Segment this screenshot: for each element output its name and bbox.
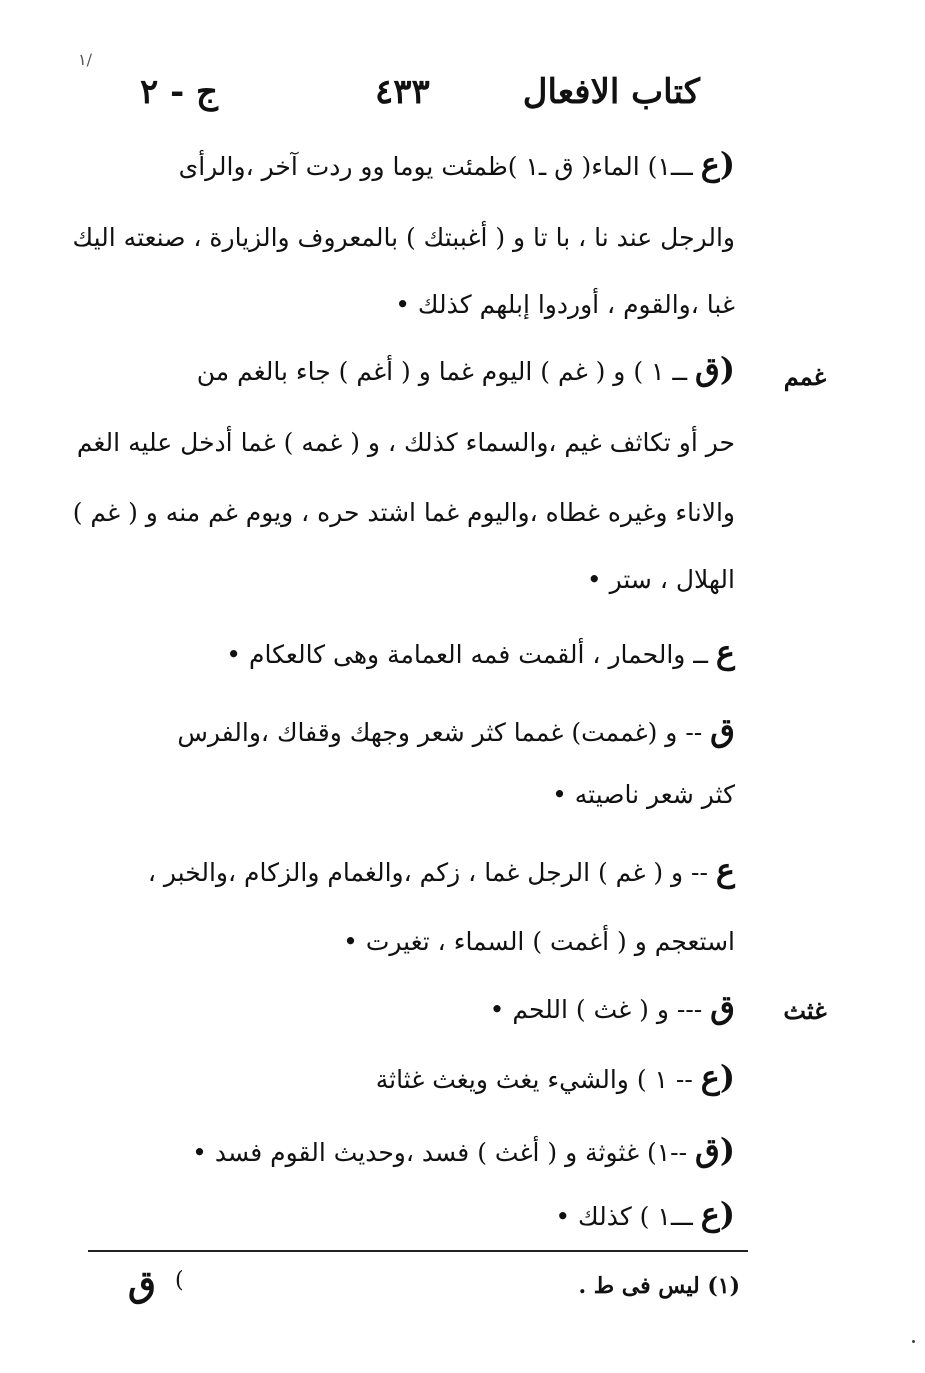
page-number: ٤٣٣ (375, 72, 430, 112)
corner-mark: ١/ (78, 50, 92, 69)
text-line (148, 853, 735, 890)
line-text: حر أو تكاثف غيم ،والسماء كذلك ، و ( غمه ) غما أدخل عليه الغم (76, 428, 735, 457)
line-text: ـــ١ ) كذلك • (555, 1202, 693, 1231)
footnote-paren: ( (175, 1268, 184, 1293)
line-text: الهلال ، ستر • (586, 565, 735, 594)
line-text: -- و (غممت) غمما كثر شعر وجهك وقفاك ،والفرس (177, 718, 703, 747)
margin-word-ghamm: غمم (783, 362, 827, 391)
volume-label: ج - ٢ (140, 72, 218, 112)
margin-word-ghathth: غثث (783, 996, 827, 1025)
line-text: استعجم و ( أغمت ) السماء ، تغيرت • (343, 927, 735, 956)
text-line (552, 775, 735, 812)
source-siglum: (ع (700, 145, 735, 183)
source-siglum: (ع (700, 1195, 735, 1233)
line-text: --- و ( غث ) اللحم • (489, 995, 703, 1024)
text-line (226, 635, 735, 672)
line-text: -- ١ ) والشيء يغث ويغث غثاثة (375, 1065, 693, 1094)
source-siglum: (ع (700, 1058, 735, 1096)
text-line (395, 285, 735, 322)
text-line (73, 493, 735, 530)
source-siglum: (ق (695, 350, 735, 388)
line-text: غبا ،والقوم ، أوردوا إبلهم كذلك • (395, 290, 735, 319)
source-siglum: ع (715, 633, 735, 671)
text-line (343, 922, 735, 959)
text-line (77, 423, 735, 460)
line-text: والاناء وغيره غطاه ،واليوم غما اشتد حره ، ويوم غم منه و ( غم ) (72, 498, 735, 527)
running-title: كتاب الافعال (522, 72, 700, 112)
text-line (73, 218, 735, 255)
text-line (376, 1060, 735, 1097)
line-text: ــ ١ ) و ( غم ) اليوم غما و ( أغم ) جاء بالغم من (196, 357, 688, 386)
text-line (587, 560, 735, 597)
line-text: -- و ( غم ) الرجل غما ، زكم ،والغمام والزكام ،والخبر ، (147, 858, 708, 887)
line-text: ــ والحمار ، ألقمت فمه العمامة وهى كالعكام • (226, 640, 708, 669)
line-text: --١) غثوثة و ( أغث ) فسد ،وحديث القوم فسد • (192, 1138, 688, 1167)
text-line (197, 352, 735, 389)
footnote-rule (88, 1250, 748, 1252)
line-text: والرجل عند نا ، با تا و ( أغببتك ) بالمعروف والزيارة ، صنعته اليك (72, 223, 735, 252)
text-line (177, 713, 735, 750)
text-line (192, 1133, 735, 1170)
line-text: ـــ١) الماء( ق ـ١ )ظمئت يوما وو ردت آخر ،والرأى (178, 152, 693, 181)
source-siglum: ق (710, 988, 735, 1026)
source-siglum: ق (710, 711, 735, 749)
source-siglum: (ق (695, 1131, 735, 1169)
text-line (490, 990, 735, 1027)
footnote-siglum: ق (128, 1263, 156, 1305)
speck-mark (912, 1340, 915, 1343)
source-siglum: ع (715, 851, 735, 889)
text-line (555, 1197, 735, 1234)
footnote-text: (١) ليس فى ط . (578, 1273, 740, 1299)
text-line (179, 147, 735, 184)
line-text: كثر شعر ناصيته • (552, 780, 735, 809)
